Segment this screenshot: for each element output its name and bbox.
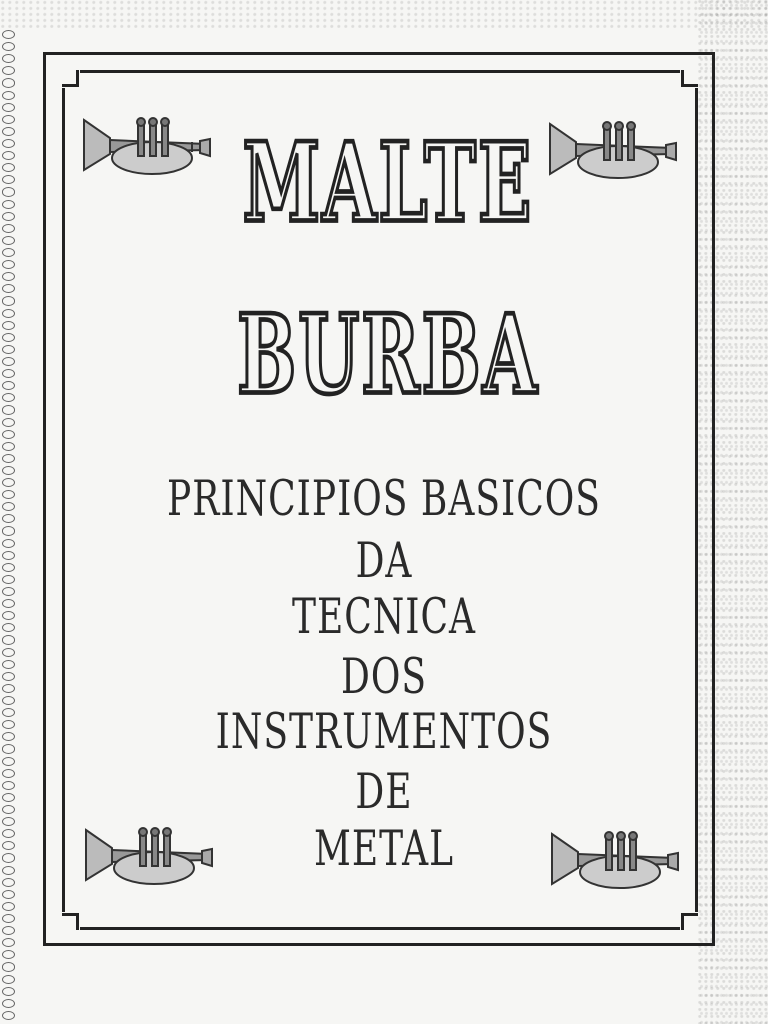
frame-corner-notch — [62, 912, 80, 930]
binding-hole — [2, 987, 15, 996]
binding-hole — [2, 962, 15, 971]
binding-hole — [2, 260, 15, 269]
binding-hole — [2, 1011, 15, 1020]
binding-hole — [2, 454, 15, 463]
binding-hole — [2, 878, 15, 887]
binding-hole — [2, 999, 15, 1008]
subtitle-line: DOS — [340, 650, 428, 706]
binding-hole — [2, 418, 15, 427]
binding-hole — [2, 42, 15, 51]
subtitle-line: DE — [355, 765, 413, 821]
binding-hole — [2, 103, 15, 112]
subtitle-line: PRINCIPIOS BASICOS — [167, 472, 601, 528]
binding-hole — [2, 975, 15, 984]
subtitle-line: DA — [355, 534, 413, 590]
binding-hole — [2, 926, 15, 935]
binding-hole — [2, 430, 15, 439]
binding-hole — [2, 442, 15, 451]
subtitle-line: TECNICA — [291, 590, 477, 646]
frame-corner-notch — [680, 70, 698, 88]
binding-hole — [2, 78, 15, 87]
binding-hole — [2, 30, 15, 39]
frame-corner-notch — [62, 70, 80, 88]
binding-hole — [2, 914, 15, 923]
binding-hole — [2, 890, 15, 899]
binding-hole — [2, 272, 15, 281]
binding-hole — [2, 950, 15, 959]
binding-hole — [2, 91, 15, 100]
author-last-name: BURBA — [237, 290, 539, 419]
author-first-name: MALTE — [242, 118, 534, 247]
binding-hole — [2, 902, 15, 911]
frame-corner-notch — [680, 912, 698, 930]
photocopy-noise-top — [0, 0, 768, 28]
binding-hole — [2, 54, 15, 63]
binding-hole — [2, 938, 15, 947]
binding-hole — [2, 248, 15, 257]
binding-hole — [2, 66, 15, 75]
subtitle-line: METAL — [313, 822, 455, 878]
subtitle-line: INSTRUMENTOS — [215, 705, 553, 761]
